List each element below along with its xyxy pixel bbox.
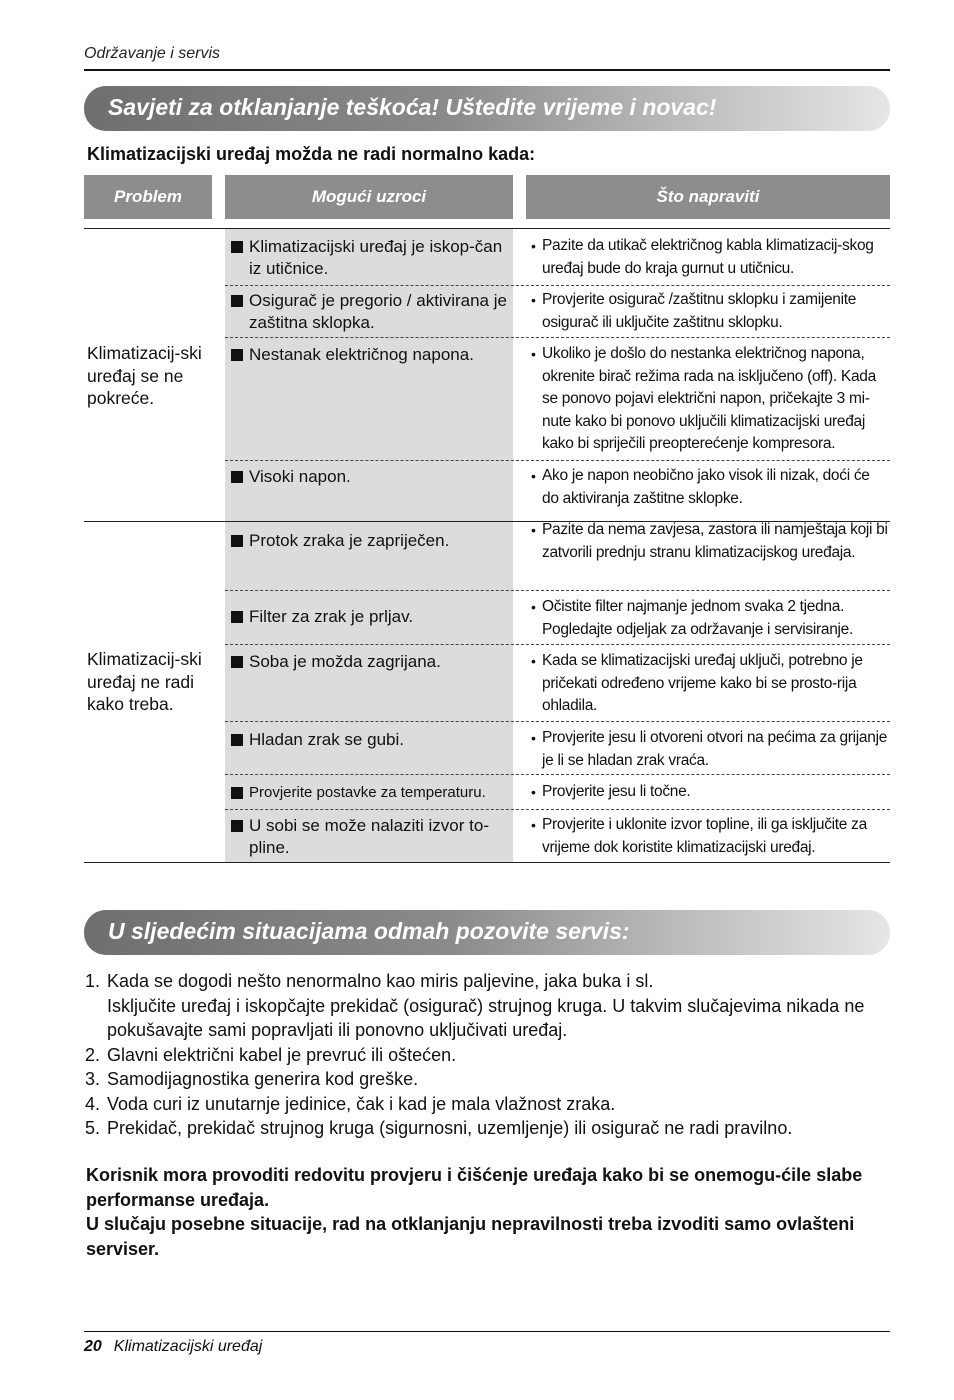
action-cell: [531, 814, 889, 859]
cause-cell: [231, 651, 511, 673]
service-banner-title: U sljedećim situacijama odmah pozovite servis:: [108, 918, 630, 944]
square-bullet-icon: [231, 295, 243, 307]
bullet-icon: •: [531, 784, 536, 800]
footer-rule: [84, 1331, 890, 1332]
table-bottom-rule: [84, 862, 890, 863]
bullet-icon: •: [531, 599, 536, 615]
list-number: 3.: [85, 1069, 101, 1089]
cause-cell: [231, 606, 511, 628]
action-text: Pazite da utikač električnog kabla klimatizacij-skog uređaj bude do kraja gurnut u utičnicu.: [542, 237, 874, 277]
row-divider: [225, 337, 890, 338]
page-number: 20: [84, 1338, 102, 1355]
row-divider: [225, 460, 890, 461]
bullet-icon: •: [531, 346, 536, 362]
bullet-icon: •: [531, 468, 536, 484]
square-bullet-icon: [231, 471, 243, 483]
causes-background-group-2: [225, 522, 513, 862]
section-label: Održavanje i servis: [84, 45, 221, 62]
column-header-actions: Što napraviti: [526, 175, 890, 219]
cause-cell: [231, 344, 511, 366]
cause-cell: [231, 530, 511, 552]
cause-text: U sobi se može nalaziti izvor to-pline.: [249, 816, 489, 857]
list-item: [85, 1092, 895, 1117]
action-text: Provjerite i uklonite izvor topline, ili ga isključite za vrijeme dok koristite klimatizacijski uređaj.: [542, 816, 867, 856]
action-cell: [531, 596, 889, 641]
list-item-text: Glavni električni kabel je prevruć ili oštećen.: [107, 1044, 457, 1065]
bullet-icon: •: [531, 817, 536, 833]
action-text: Očistite filter najmanje jednom svaka 2 tjedna. Pogledajte odjeljak za održavanje i servisiranje.: [542, 598, 853, 638]
row-divider: [225, 774, 890, 775]
cause-text: Protok zraka je zapriječen.: [249, 531, 450, 550]
list-item-text: Isključite uređaj i iskopčajte prekidač (osigurač) strujnog kruga. U takvim slučajevima nikada ne pokušavajte sami popravljati ili ponovno uključivati uređaj.: [107, 995, 865, 1040]
row-divider: [225, 644, 890, 645]
square-bullet-icon: [231, 656, 243, 668]
action-text: Pazite da nema zavjesa, zastora ili namještaja koji bi zatvorili prednju stranu klimatizacijskog uređaja.: [542, 521, 888, 561]
cause-text: Hladan zrak se gubi.: [249, 730, 404, 749]
service-banner: [84, 910, 890, 955]
cause-cell: [231, 815, 511, 859]
troubleshoot-banner-title: Savjeti za otklanjanje teškoća! Uštedite vrijeme i novac!: [108, 94, 717, 120]
cause-text: Provjerite postavke za temperaturu.: [249, 784, 486, 801]
list-number: 2.: [85, 1044, 101, 1065]
cause-text: Visoki napon.: [249, 467, 351, 486]
bullet-icon: •: [531, 522, 536, 538]
action-cell: [531, 235, 889, 280]
list-item: [85, 969, 895, 1043]
square-bullet-icon: [231, 349, 243, 361]
list-item: [85, 1043, 895, 1068]
row-divider: [225, 285, 890, 286]
note-paragraph: U slučaju posebne situacije, rad na otklanjanju nepravilnosti treba izvoditi samo ovlašteni serviser.: [86, 1214, 855, 1259]
action-text: Ako je napon neobično jako visok ili nizak, doći će do aktiviranja zaštitne sklopke.: [542, 467, 870, 507]
troubleshoot-banner: [84, 86, 890, 131]
service-list: [85, 969, 895, 1141]
action-cell: [531, 343, 889, 456]
table-top-rule: [84, 228, 890, 229]
action-text: Provjerite jesu li točne.: [542, 783, 691, 800]
column-header-causes: Mogući uzroci: [225, 175, 513, 219]
action-text: Ukoliko je došlo do nestanka električnog napona, okrenite birač režima rada na isključeno (off). Kada se ponovo pojavi električni napon, pričekajte 3 mi-nute kako bi ponovo uključili klimatizacijski uređaj kako bi spriječili preopterećenje kompresora.: [542, 345, 876, 452]
square-bullet-icon: [231, 535, 243, 547]
action-cell: [531, 465, 889, 510]
action-text: Kada se klimatizacijski uređaj uključi, potrebno je pričekati određeno vrijeme kako bi se prosto-rija ohladila.: [542, 652, 863, 714]
list-item-text: Kada se dogodi nešto nenormalno kao miris paljevine, jaka buka i sl.: [107, 971, 654, 991]
list-item: [85, 1116, 895, 1141]
action-cell: [531, 727, 889, 772]
problem-cell: Klimatizacij-ski uređaj ne radi kako treba.: [87, 649, 202, 714]
action-cell: [531, 289, 889, 334]
cause-text: Filter za zrak je prljav.: [249, 607, 414, 626]
cause-text: Osigurač je pregorio / aktivirana je zaštitna sklopka.: [249, 291, 507, 332]
cause-text: Soba je možda zagrijana.: [249, 652, 441, 671]
cause-cell: [231, 290, 511, 334]
list-number: 1.: [85, 971, 101, 991]
square-bullet-icon: [231, 820, 243, 832]
list-item-text: Voda curi iz unutarnje jedinice, čak i kad je mala vlažnost zraka.: [107, 1093, 616, 1114]
row-divider: [225, 590, 890, 591]
page-footer: [84, 1338, 262, 1356]
header-rule: [84, 69, 890, 71]
square-bullet-icon: [231, 241, 243, 253]
list-number: 5.: [85, 1118, 101, 1138]
column-header-problem: Problem: [84, 175, 212, 219]
maintenance-note: [86, 1163, 886, 1261]
bullet-icon: •: [531, 238, 536, 254]
list-item-text: Samodijagnostika generira kod greške.: [107, 1069, 419, 1089]
cause-cell: [231, 466, 511, 488]
square-bullet-icon: [231, 611, 243, 623]
footer-title: Klimatizacijski uređaj: [113, 1338, 263, 1355]
cause-cell: [231, 729, 511, 751]
action-text: Provjerite jesu li otvoreni otvori na pećima za grijanje je li se hladan zrak vraća.: [542, 729, 888, 769]
cause-text: Nestanak električnog napona.: [249, 345, 474, 364]
action-cell: [531, 650, 889, 718]
list-number: 4.: [85, 1093, 101, 1114]
cause-text: Klimatizacijski uređaj je iskop-čan iz utičnice.: [249, 237, 503, 278]
row-divider: [225, 809, 890, 810]
action-cell: [531, 519, 889, 564]
square-bullet-icon: [231, 787, 243, 799]
cause-cell: [231, 782, 511, 804]
problem-cell: Klimatizacij-ski uređaj se ne pokreće.: [87, 343, 202, 408]
bullet-icon: •: [531, 653, 536, 669]
bullet-icon: •: [531, 730, 536, 746]
cause-cell: [231, 236, 511, 280]
list-item: [85, 1067, 895, 1092]
bullet-icon: •: [531, 292, 536, 308]
table-intro: Klimatizacijski uređaj možda ne radi normalno kada:: [87, 144, 536, 164]
square-bullet-icon: [231, 734, 243, 746]
action-cell: [531, 781, 889, 804]
row-divider: [225, 721, 890, 722]
list-item-text: Prekidač, prekidač strujnog kruga (sigurnosni, uzemljenje) ili osigurač ne radi pravilno.: [107, 1118, 793, 1138]
action-text: Provjerite osigurač /zaštitnu sklopku i zamijenite osigurač ili uključite zaštitnu sklopku.: [542, 291, 857, 331]
note-paragraph: Korisnik mora provoditi redovitu provjeru i čišćenje uređaja kako bi se onemogu-ćile slabe performanse uređaja.: [86, 1165, 863, 1210]
